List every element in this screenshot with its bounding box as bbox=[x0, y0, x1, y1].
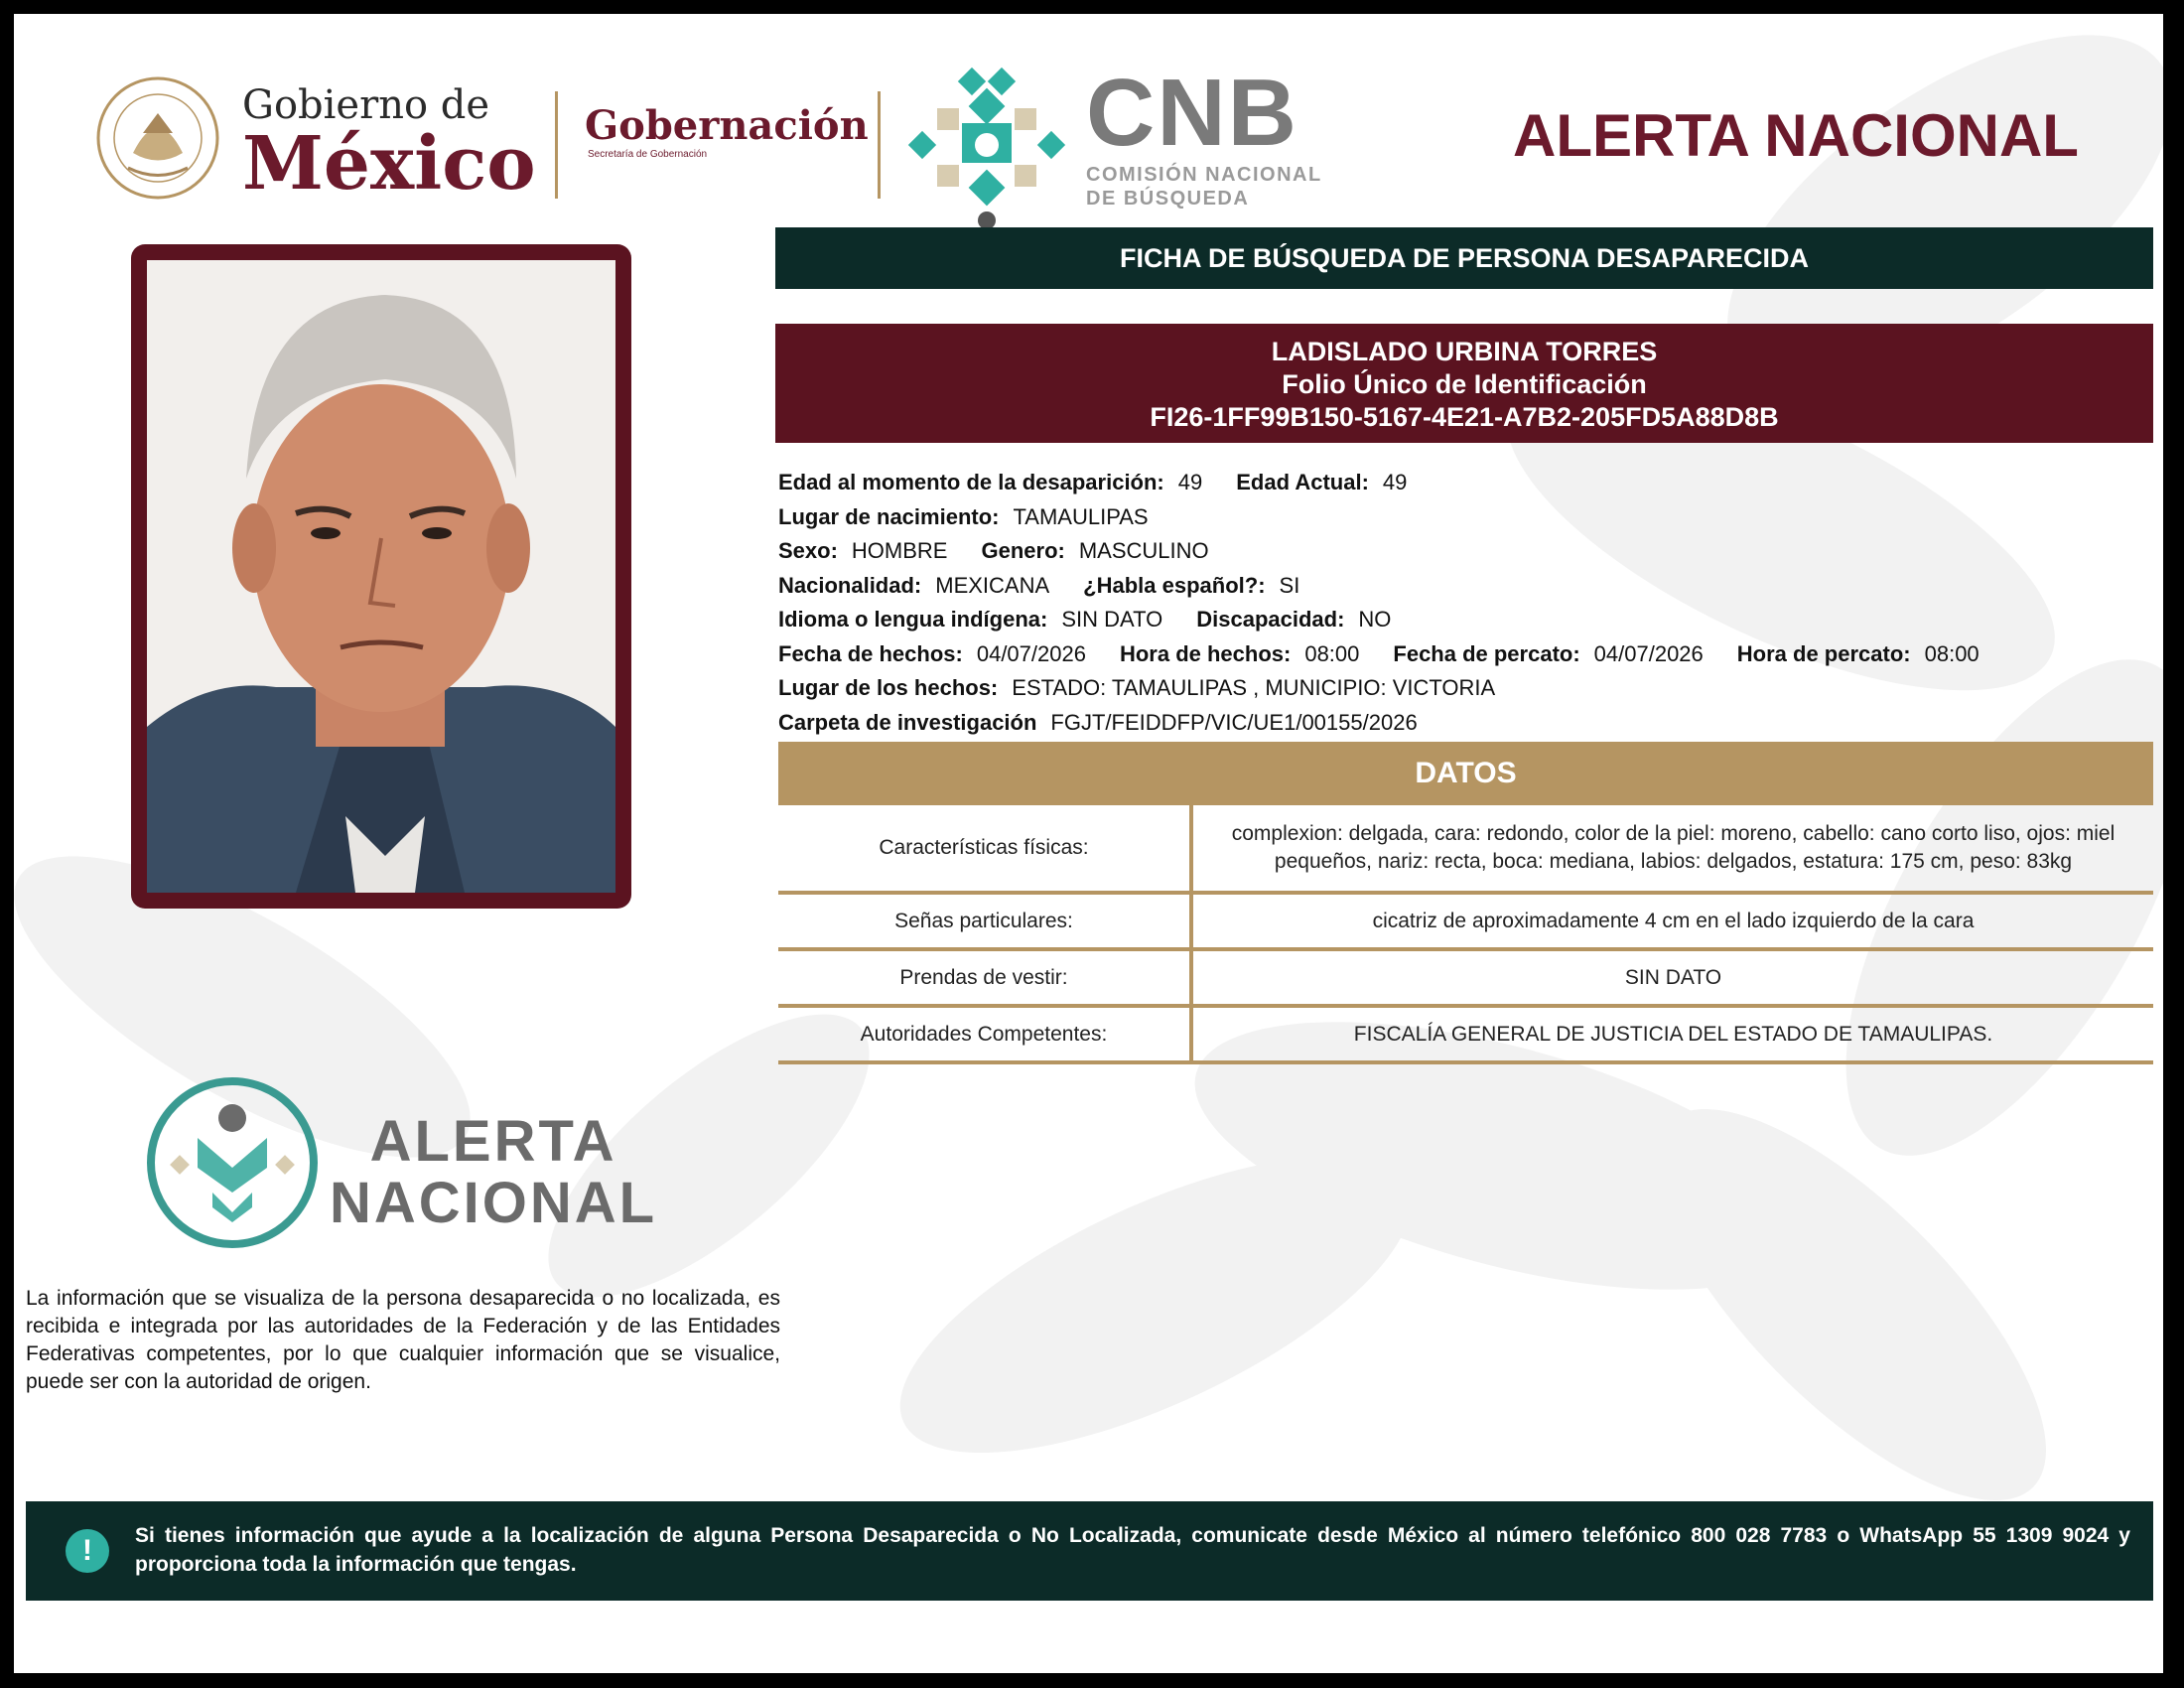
datos-table bbox=[778, 805, 2153, 1064]
discapacidad-value: NO bbox=[1358, 607, 1392, 632]
alerta-nacional-logo-text bbox=[330, 1111, 657, 1234]
exclamation-icon: ! bbox=[66, 1529, 109, 1573]
nacionalidad-label: Nacionalidad: bbox=[778, 572, 922, 598]
sexo-value: HOMBRE bbox=[851, 538, 948, 563]
carpeta-label: Carpeta de investigación bbox=[778, 709, 1037, 735]
cnb-emblem-icon bbox=[902, 64, 1071, 232]
datos-value: cicatriz de aproximadamente 4 cm en el lado izquierdo de la cara bbox=[1191, 893, 2153, 949]
folio-label: Folio Único de Identificación bbox=[1282, 369, 1647, 399]
datos-value: FISCALÍA GENERAL DE JUSTICIA DEL ESTADO DE TAMAULIPAS. bbox=[1191, 1006, 2153, 1062]
lugar-value: ESTADO: TAMAULIPAS , MUNICIPIO: VICTORIA bbox=[1012, 675, 1496, 700]
cnb-subtitle-1: COMISIÓN NACIONAL bbox=[1086, 164, 1322, 186]
cnb-subtitle-2: DE BÚSQUEDA bbox=[1086, 188, 1250, 210]
edad-actual-value: 49 bbox=[1382, 470, 1408, 494]
field-row bbox=[778, 603, 2153, 637]
fecha-percato-label: Fecha de percato: bbox=[1393, 640, 1580, 666]
table-row bbox=[778, 805, 2153, 893]
nacimiento-value: TAMAULIPAS bbox=[1013, 503, 1149, 529]
gob-line1: Gobierno de bbox=[242, 82, 490, 128]
ficha-title: FICHA DE BÚSQUEDA DE PERSONA DESAPARECIDA bbox=[775, 227, 2153, 289]
footer-text: Si tienes información que ayude a la localización de alguna Persona Desaparecida o No Localizada, comunicate desde México al número telefónico 800 028 7783 o WhatsApp 55 1309 9024 y proporciona toda la información que tengas. bbox=[135, 1524, 2130, 1576]
folio-value: FI26-1FF99B150-5167-4E21-A7B2-205FD5A88D8B bbox=[1150, 402, 1779, 432]
field-row bbox=[778, 466, 2153, 500]
table-row bbox=[778, 949, 2153, 1006]
gobernacion-logo bbox=[585, 103, 869, 160]
sexo-label: Sexo: bbox=[778, 538, 838, 563]
cnb-title: CNB bbox=[1086, 60, 1298, 166]
datos-label: Autoridades Competentes: bbox=[778, 1006, 1191, 1062]
edad-actual-label: Edad Actual: bbox=[1236, 470, 1369, 494]
alert-sheet bbox=[14, 14, 2163, 1673]
field-row bbox=[778, 637, 2153, 672]
gob-line2: México bbox=[242, 121, 536, 207]
field-row bbox=[778, 500, 2153, 535]
datos-label: Características físicas: bbox=[778, 805, 1191, 893]
espanol-label: ¿Habla español?: bbox=[1083, 572, 1266, 598]
idioma-label: Idioma o lengua indígena: bbox=[778, 607, 1048, 632]
nacionalidad-value: MEXICANA bbox=[935, 572, 1050, 598]
idioma-value: SIN DATO bbox=[1061, 607, 1163, 632]
genero-label: Genero: bbox=[981, 538, 1065, 563]
field-row bbox=[778, 569, 2153, 604]
edad-desaparicion-label: Edad al momento de la desaparición: bbox=[778, 470, 1164, 494]
hora-percato-label: Hora de percato: bbox=[1736, 640, 1911, 666]
header bbox=[93, 60, 2158, 212]
photo-frame bbox=[131, 244, 631, 909]
divider bbox=[555, 91, 558, 199]
field-row bbox=[778, 671, 2153, 706]
discapacidad-label: Discapacidad: bbox=[1196, 607, 1345, 632]
genero-value: MASCULINO bbox=[1078, 538, 1209, 563]
alerta-nacional-emblem-icon bbox=[143, 1073, 322, 1252]
person-name: LADISLADO URBINA TORRES bbox=[1271, 337, 1658, 366]
person-header bbox=[775, 324, 2153, 443]
alerta-line2: NACIONAL bbox=[330, 1171, 658, 1235]
hora-hechos-value: 08:00 bbox=[1304, 640, 1360, 666]
fecha-hechos-label: Fecha de hechos: bbox=[778, 640, 963, 666]
datos-value: complexion: delgada, cara: redondo, color de la piel: moreno, cabello: cano corto liso, ojos: miel pequeños, nariz: recta, boca: mediana, labios: delgados, estatura: 175 cm, peso: 83kg bbox=[1191, 805, 2153, 893]
alerta-line1: ALERTA bbox=[369, 1109, 617, 1174]
field-row bbox=[778, 534, 2153, 569]
hora-hechos-label: Hora de hechos: bbox=[1119, 640, 1292, 666]
datos-value: SIN DATO bbox=[1191, 949, 2153, 1006]
table-row bbox=[778, 893, 2153, 949]
cnb-logo bbox=[1086, 60, 1322, 211]
espanol-value: SI bbox=[1279, 572, 1300, 598]
gobernacion-subtitle: Secretaría de Gobernación bbox=[588, 149, 708, 160]
national-seal-icon bbox=[93, 73, 222, 203]
person-photo bbox=[147, 260, 615, 893]
fecha-percato-value: 04/07/2026 bbox=[1593, 640, 1704, 666]
datos-label: Señas particulares: bbox=[778, 893, 1191, 949]
divider bbox=[878, 91, 881, 199]
hora-percato-value: 08:00 bbox=[1924, 640, 1979, 666]
nacimiento-label: Lugar de nacimiento: bbox=[778, 503, 1000, 529]
edad-desaparicion-value: 49 bbox=[1177, 470, 1203, 494]
carpeta-value: FGJT/FEIDDFP/VIC/UE1/00155/2026 bbox=[1050, 709, 1418, 735]
datos-title: DATOS bbox=[778, 742, 2153, 805]
table-row bbox=[778, 1006, 2153, 1062]
field-row bbox=[778, 706, 2153, 741]
datos-label: Prendas de vestir: bbox=[778, 949, 1191, 1006]
gobernacion-title: Gobernación bbox=[585, 102, 869, 149]
person-fields bbox=[778, 466, 2153, 740]
lugar-label: Lugar de los hechos: bbox=[778, 675, 999, 700]
fecha-hechos-value: 04/07/2026 bbox=[976, 640, 1086, 666]
gobierno-de-mexico-logo bbox=[242, 82, 536, 207]
disclaimer-text: La información que se visualiza de la persona desaparecida o no localizada, es recibida e integrada por las autoridades de la Federación y de las Entidades Federativas competentes, por lo que cualquier información que se visualice, puede ser con la autoridad de origen. bbox=[26, 1287, 780, 1393]
alert-title: ALERTA NACIONAL bbox=[1513, 102, 2079, 169]
footer-banner bbox=[26, 1501, 2153, 1601]
